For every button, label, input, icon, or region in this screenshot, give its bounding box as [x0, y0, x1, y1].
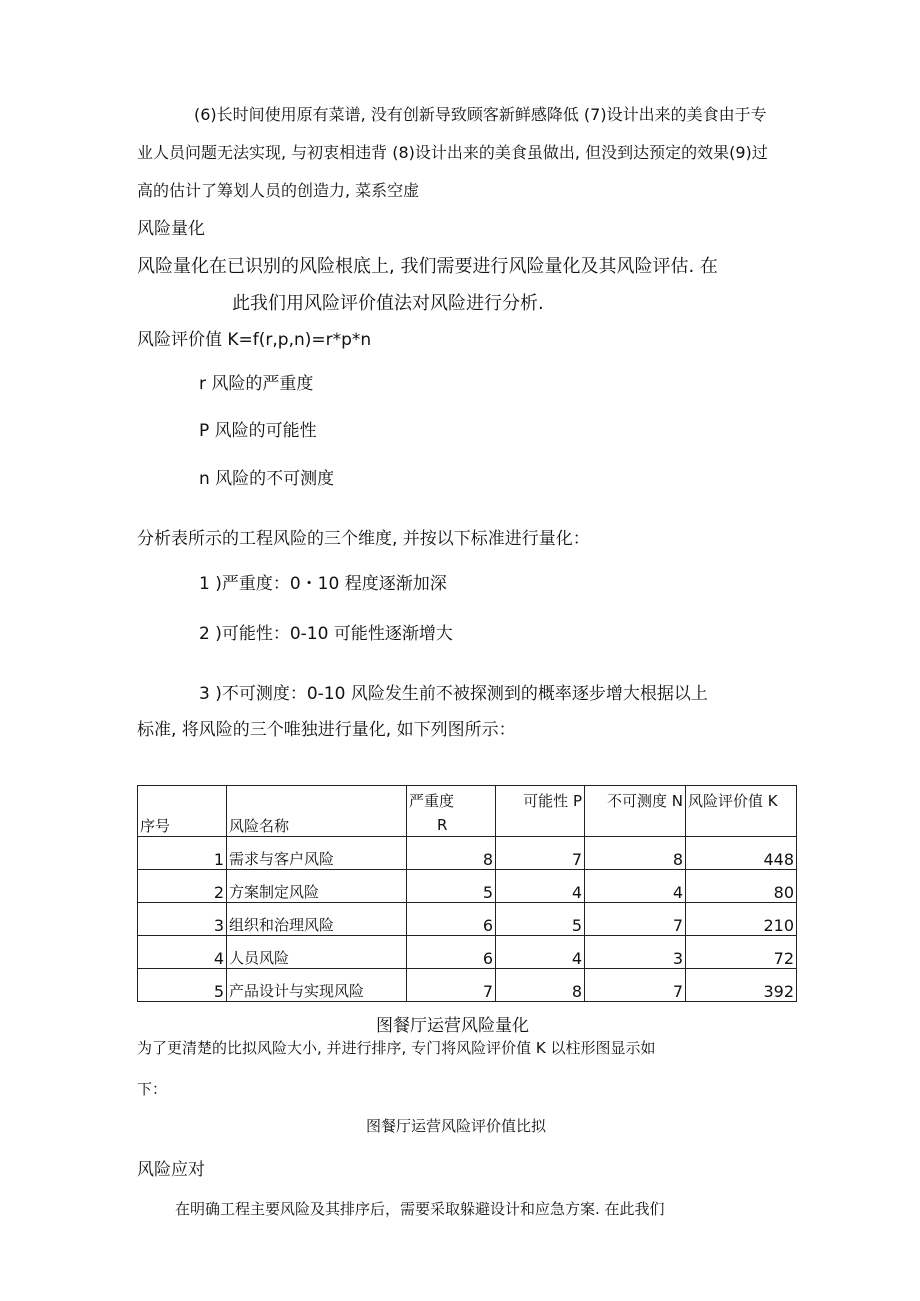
cell-p: 4	[496, 870, 585, 903]
cell-k: 210	[686, 903, 797, 936]
cell-k: 80	[686, 870, 797, 903]
cell-p: 5	[496, 903, 585, 936]
cell-n: 4	[585, 870, 686, 903]
cell-r: 6	[407, 936, 496, 969]
paragraph-line: 在明确工程主要风险及其排序后，需要采取躲避设计和应急方案. 在此我们	[175, 1200, 665, 1218]
cell-seq: 4	[138, 936, 227, 969]
cell-seq: 3	[138, 903, 227, 936]
table-row	[138, 870, 797, 903]
cell-name: 产品设计与实现风险	[227, 969, 407, 1002]
paragraph-line: 此我们用风险评价值法对风险进行分析.	[232, 293, 544, 314]
table-header-row	[138, 786, 797, 837]
paragraph-line: 风险量化在已识别的风险根底上, 我们需要进行风险量化及其风险评估. 在	[137, 256, 718, 277]
section-heading-quantification: 风险量化	[137, 219, 205, 239]
list-item: 3 )不可测度：0-10 风险发生前不被探测到的概率逐步增大根据以上	[199, 684, 708, 704]
cell-n: 7	[585, 969, 686, 1002]
cell-k: 392	[686, 969, 797, 1002]
table-row	[138, 903, 797, 936]
header-severity-label: 严重度	[409, 792, 455, 810]
cell-p: 8	[496, 969, 585, 1002]
table-row	[138, 837, 797, 870]
paragraph-line: 高的估计了筹划人员的创造力, 菜系空虚	[137, 181, 420, 200]
chart-caption: 图餐厅运营风险评价值比拟	[366, 1117, 547, 1135]
list-item-continuation: 标准, 将风险的三个唯独进行量化, 如下列图所示：	[137, 720, 516, 740]
cell-r: 6	[407, 903, 496, 936]
table-row	[138, 969, 797, 1002]
cell-name: 方案制定风险	[227, 870, 407, 903]
paragraph-line: (6)长时间使用原有菜谱, 没有创新导致顾客新鲜感降低 (7)设计出来的美食由于专	[194, 105, 767, 124]
paragraph-line: 为了更清楚的比拟风险大小, 并进行排序, 专门将风险评价值 K 以柱形图显示如	[137, 1039, 656, 1057]
table-row	[138, 936, 797, 969]
cell-p: 4	[496, 936, 585, 969]
cell-k: 448	[686, 837, 797, 870]
cell-n: 8	[585, 837, 686, 870]
cell-seq: 1	[138, 837, 227, 870]
header-risk-value	[686, 786, 797, 837]
paragraph-line: 下：	[137, 1080, 168, 1098]
cell-n: 7	[585, 903, 686, 936]
cell-name: 人员风险	[227, 936, 407, 969]
cell-r: 8	[407, 837, 496, 870]
header-undetectability-label: 不可测度 N	[607, 792, 683, 810]
header-risk-value-label: 风险评价值 K	[688, 792, 778, 810]
section-heading-response: 风险应对	[137, 1160, 205, 1180]
definition-p: P 风险的可能性	[199, 421, 317, 441]
table-caption: 图餐厅运营风险量化	[376, 1016, 529, 1036]
header-undetectability	[585, 786, 686, 837]
list-item: 2 )可能性：0-10 可能性逐渐增大	[199, 624, 453, 644]
formula-line: 风险评价值 K=f(r,p,n)=r*p*n	[137, 330, 372, 350]
cell-seq: 2	[138, 870, 227, 903]
cell-r: 5	[407, 870, 496, 903]
cell-p: 7	[496, 837, 585, 870]
definition-n: n 风险的不可测度	[199, 469, 335, 489]
risk-quantification-table	[137, 785, 797, 1002]
header-probability	[496, 786, 585, 837]
cell-n: 3	[585, 936, 686, 969]
paragraph-line: 分析表所示的工程风险的三个维度, 并按以下标准进行量化：	[137, 529, 590, 549]
cell-r: 7	[407, 969, 496, 1002]
paragraph-line: 业人员问题无法实现, 与初衷相违背 (8)设计出来的美食虽做出, 但没到达预定的效果(9)过	[137, 143, 768, 162]
cell-name: 需求与客户风险	[227, 837, 407, 870]
cell-k: 72	[686, 936, 797, 969]
cell-name: 组织和治理风险	[227, 903, 407, 936]
header-probability-label: 可能性 P	[523, 792, 582, 810]
header-severity-symbol: R	[437, 816, 448, 834]
definition-r: r 风险的严重度	[199, 374, 314, 394]
header-name: 风险名称	[227, 786, 407, 837]
list-item: 1 )严重度：0・10 程度逐渐加深	[199, 574, 447, 594]
header-seq: 序号	[138, 786, 227, 837]
cell-seq: 5	[138, 969, 227, 1002]
header-severity	[407, 786, 496, 837]
